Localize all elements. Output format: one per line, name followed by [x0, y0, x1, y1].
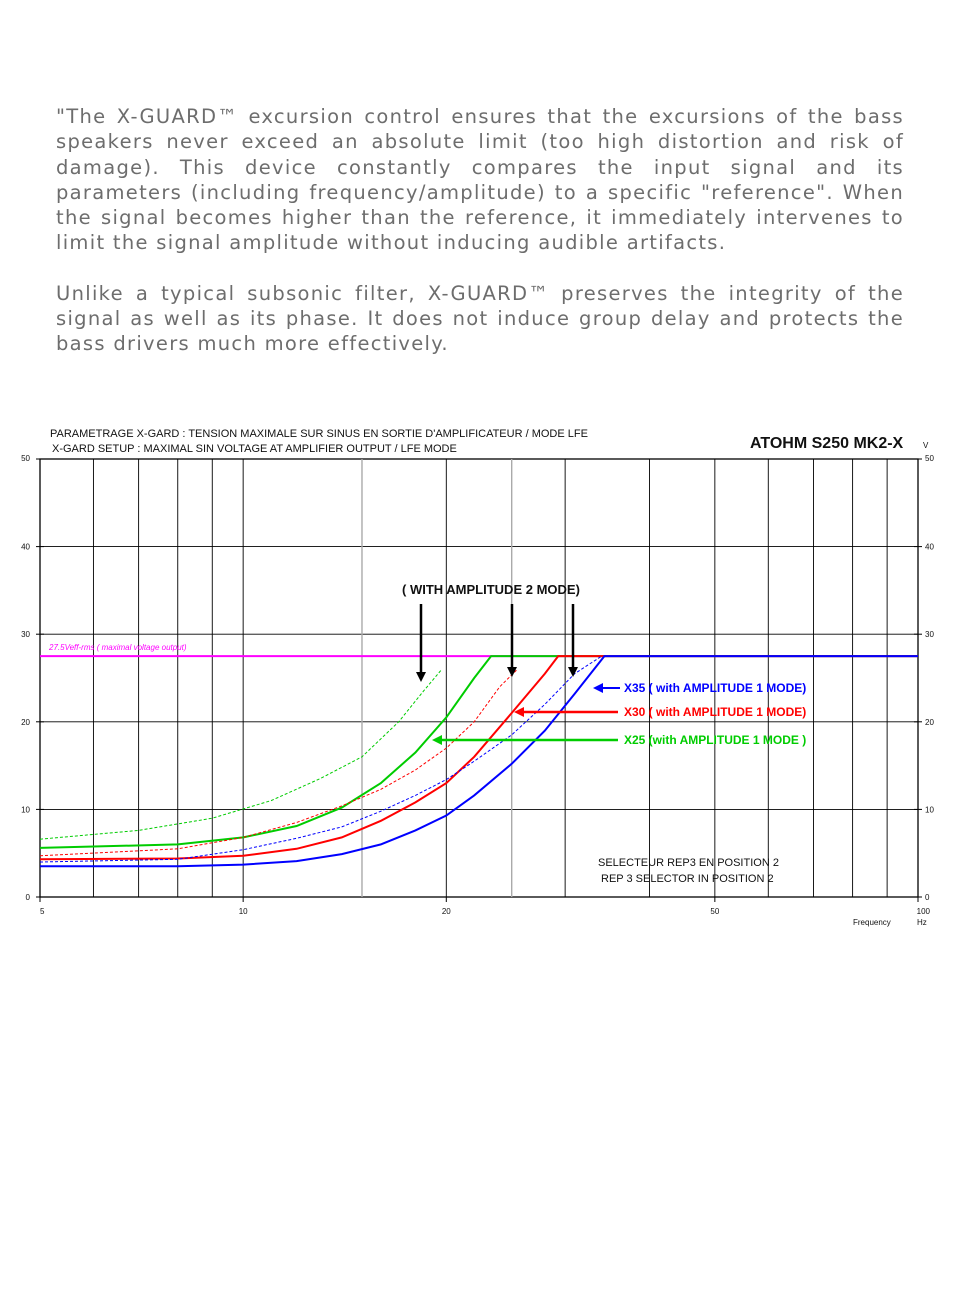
chart-model: ATOHM S250 MK2-X	[750, 435, 904, 452]
y-tick-label-right: 0	[925, 893, 930, 902]
x-tick-label: 50	[710, 907, 720, 916]
y-tick-label-right: 10	[925, 805, 934, 815]
intro-text	[56, 104, 904, 357]
intro-paragraph-2: Unlike a typical subsonic filter, X-GUARD™ preserves the integrity of the signal as well as its phase. It does not induce group delay and protects the bass drivers much more effectively.	[56, 281, 904, 356]
y-tick-label: 10	[21, 805, 30, 815]
x-axis-label: Frequency	[853, 918, 891, 927]
y-tick-label-right: 40	[925, 542, 934, 552]
xguard-voltage-chart	[0, 420, 957, 935]
selector-note-en: REP 3 SELECTOR IN POSITION 2	[601, 873, 774, 885]
y-tick-label-right: 30	[925, 630, 934, 640]
y-tick-label: 0	[25, 893, 30, 902]
limit-line-group	[40, 643, 918, 656]
x35-label: X35 ( with AMPLITUDE 1 MODE)	[624, 681, 807, 695]
y-tick-label: 40	[21, 542, 30, 552]
x-axis-unit: Hz	[917, 918, 927, 927]
intro-paragraph-1: "The X-GUARD™ excursion control ensures that the excursions of the bass speakers never exceed an absolute limit (too high distortion and risk of damage). This device constantly compares the input signal and its parameters (including frequency/amplitude) to a specific "reference". When the signal becomes higher than the reference, it immediately intervenes to limit the signal amplitude without inducing audible artifacts.	[56, 105, 904, 255]
selector-note-fr: SELECTEUR REP3 EN POSITION 2	[598, 857, 779, 869]
x-tick-label: 5	[40, 907, 45, 916]
x-tick-label: 20	[441, 907, 451, 916]
y-tick-label: 20	[21, 717, 30, 727]
y-tick-label-right: 50	[925, 454, 934, 463]
x-tick-label: 100	[916, 907, 930, 916]
chart-title-fr: PARAMETRAGE X-GARD : TENSION MAXIMALE SUR SINUS EN SORTIE D'AMPLIFICATEUR / MODE LFE	[50, 428, 588, 440]
x-tick-label: 10	[238, 907, 248, 916]
annotation-group	[402, 582, 806, 885]
y-unit-label: V	[923, 441, 929, 450]
max-voltage-label: 27.5Veff-rms ( maximal voltage output)	[49, 643, 187, 653]
plot-frame	[40, 459, 918, 897]
chart-grid	[40, 459, 918, 897]
amplitude2-label: ( WITH AMPLITUDE 2 MODE)	[402, 582, 580, 597]
series-line-4	[40, 669, 442, 839]
chart-title-en: X-GARD SETUP : MAXIMAL SIN VOLTAGE AT AMPLIFIER OUTPUT / LFE MODE	[52, 443, 457, 455]
y-tick-label: 50	[21, 454, 30, 463]
y-tick-label: 30	[21, 630, 30, 640]
y-tick-label-right: 20	[925, 717, 934, 727]
x25-label: X25 (with AMPLITUDE 1 MODE )	[624, 733, 807, 747]
x30-label: X30 ( with AMPLITUDE 1 MODE)	[624, 705, 807, 719]
